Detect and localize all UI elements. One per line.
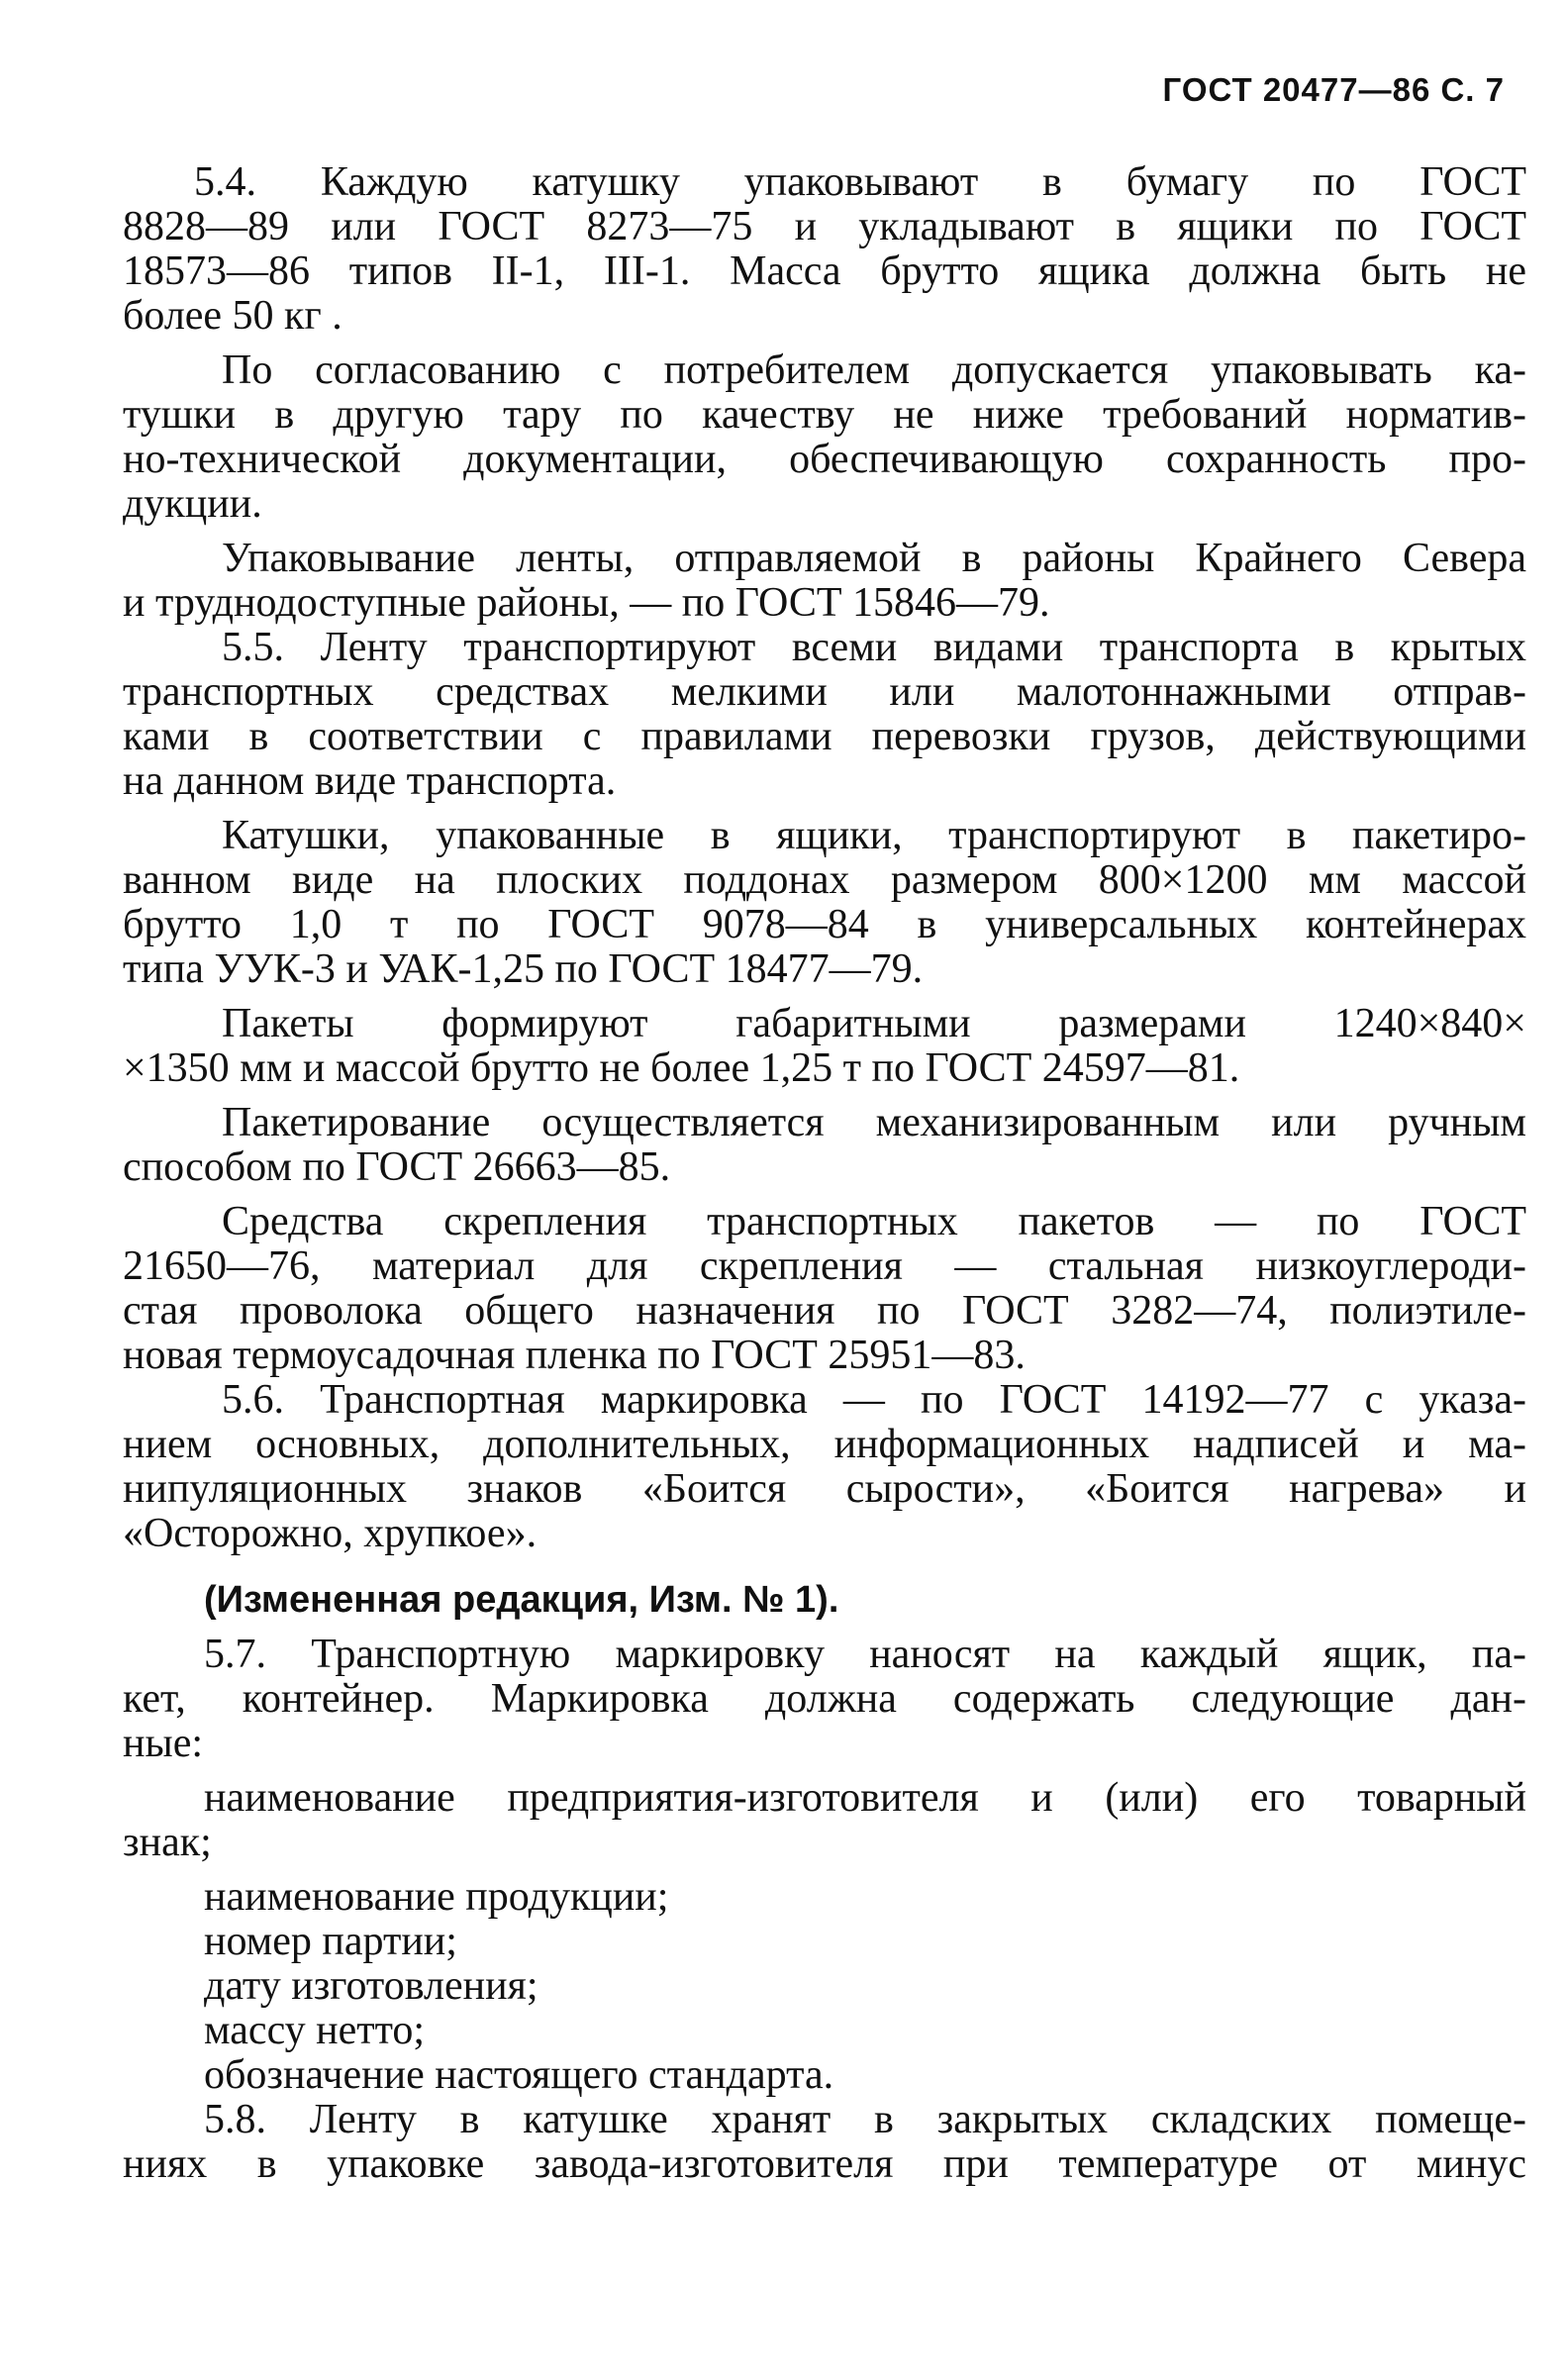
text-line: и труднодоступные районы, — по ГОСТ 15846—79. bbox=[123, 580, 1050, 626]
text-line: на данном виде транспорта. bbox=[123, 758, 617, 804]
list-item: обозначение настоящего стандарта. bbox=[204, 2052, 834, 2098]
text-line: более 50 кг . bbox=[123, 293, 343, 339]
text-line: 5.5. Ленту транспортируют всеми видами транспорта в крытых bbox=[222, 625, 1526, 670]
text-line: «Осторожно, хрупкое». bbox=[123, 1511, 538, 1556]
text-line: 5.8. Ленту в катушке хранят в закрытых складских помеще- bbox=[204, 2097, 1526, 2142]
document-body bbox=[123, 159, 1526, 2187]
text-line: транспортных средствах мелкими или малотоннажными отправ- bbox=[123, 669, 1526, 715]
text-line: По согласованию с потребителем допускается упаковывать ка- bbox=[222, 347, 1526, 393]
text-line: стая проволока общего назначения по ГОСТ 3282—74, полиэтиле- bbox=[123, 1288, 1526, 1334]
text-line: нием основных, дополнительных, информационных надписей и ма- bbox=[123, 1422, 1526, 1467]
text-line: ниях в упаковке завода-изготовителя при температуре от минус bbox=[123, 2141, 1526, 2187]
text-line: нипуляционных знаков «Боится сырости», «Боится нагрева» и bbox=[123, 1466, 1526, 1512]
text-line: Средства скрепления транспортных пакетов — по ГОСТ bbox=[222, 1199, 1526, 1244]
text-line: Пакетирование осуществляется механизированным или ручным bbox=[222, 1100, 1526, 1145]
list-item: знак; bbox=[123, 1820, 212, 1865]
text-line: ванном виде на плоских поддонах размером 800×1200 мм массой bbox=[123, 857, 1526, 903]
text-line: 8828—89 или ГОСТ 8273—75 и укладывают в ящики по ГОСТ bbox=[123, 204, 1526, 249]
text-line: ками в соответствии с правилами перевозки грузов, действующими bbox=[123, 714, 1526, 759]
text-line: способом по ГОСТ 26663—85. bbox=[123, 1144, 671, 1190]
list-item: массу нетто; bbox=[204, 2008, 426, 2053]
text-line: типа УУК-3 и УАК-1,25 по ГОСТ 18477—79. bbox=[123, 946, 924, 992]
running-header: ГОСТ 20477—86 С. 7 bbox=[1162, 71, 1505, 108]
amendment-note: (Измененная редакция, Изм. № 1). bbox=[204, 1579, 839, 1621]
text-line: 18573—86 типов II-1, III-1. Масса брутто ящика должна быть не bbox=[123, 248, 1526, 294]
text-line: тушки в другую тару по качеству не ниже требований норматив- bbox=[123, 392, 1526, 438]
text-line: Катушки, упакованные в ящики, транспортируют в пакетиро- bbox=[222, 813, 1526, 858]
text-line: ные: bbox=[123, 1721, 204, 1766]
text-line: 5.4. Каждую катушку упаковывают в бумагу по ГОСТ bbox=[194, 159, 1526, 205]
text-line: кет, контейнер. Маркировка должна содержать следующие дан- bbox=[123, 1676, 1526, 1722]
text-line: Упаковывание ленты, отправляемой в районы Крайнего Севера bbox=[222, 536, 1526, 581]
list-item: дату изготовления; bbox=[204, 1963, 538, 2009]
text-line: 5.7. Транспортную маркировку наносят на каждый ящик, па- bbox=[204, 1632, 1526, 1677]
list-item: наименование продукции; bbox=[204, 1874, 669, 1920]
text-line: новая термоусадочная пленка по ГОСТ 25951—83. bbox=[123, 1333, 1026, 1378]
text-line: 21650—76, материал для скрепления — стальная низкоуглероди- bbox=[123, 1243, 1526, 1289]
text-line: брутто 1,0 т по ГОСТ 9078—84 в универсальных контейнерах bbox=[123, 902, 1526, 947]
text-line: но-технической документации, обеспечивающую сохранность про- bbox=[123, 437, 1526, 482]
text-line: Пакеты формируют габаритными размерами 1240×840× bbox=[222, 1001, 1526, 1046]
list-item: номер партии; bbox=[204, 1919, 457, 1964]
text-line: ×1350 мм и массой брутто не более 1,25 т по ГОСТ 24597—81. bbox=[123, 1045, 1240, 1091]
text-line: дукции. bbox=[123, 481, 262, 527]
text-line: 5.6. Транспортная маркировка — по ГОСТ 14192—77 с указа- bbox=[222, 1377, 1526, 1423]
list-item: наименование предприятия-изготовителя и (или) его товарный bbox=[204, 1775, 1526, 1821]
